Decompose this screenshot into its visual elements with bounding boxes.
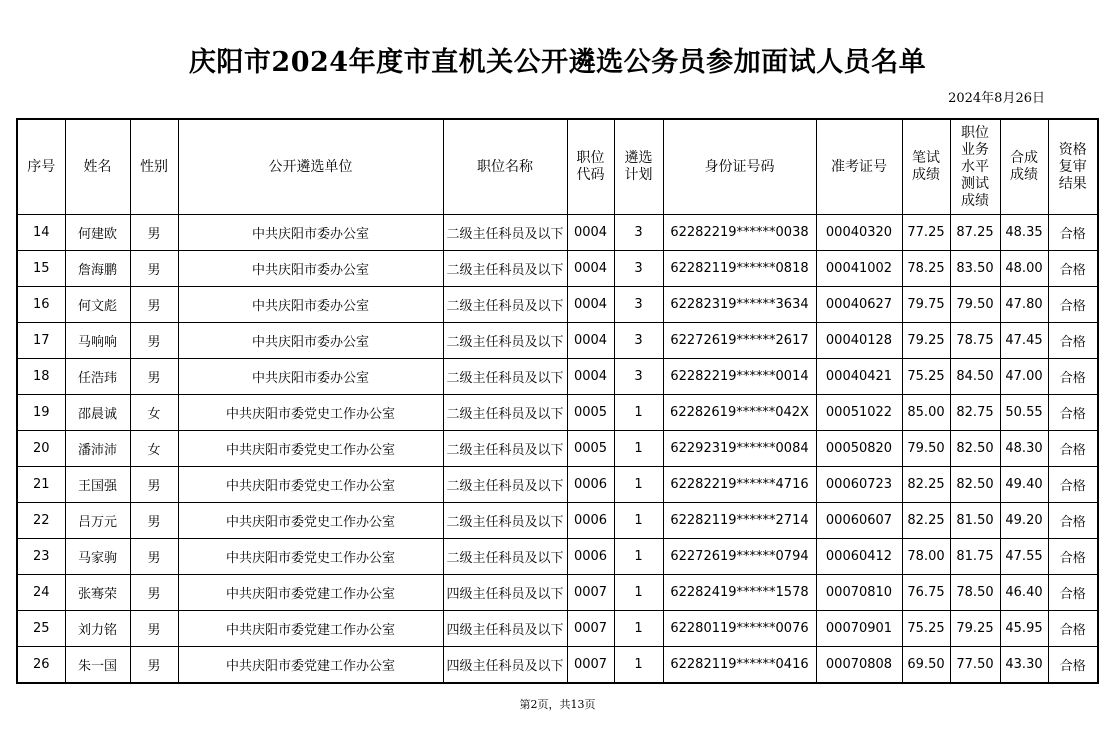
cell-written-score: 79.50 — [902, 431, 950, 467]
cell-exam-number: 00070808 — [816, 647, 902, 684]
cell-plan: 1 — [614, 503, 663, 539]
cell-written-score: 69.50 — [902, 647, 950, 684]
cell-exam-number: 00040128 — [816, 323, 902, 359]
cell-written-score: 76.75 — [902, 575, 950, 611]
cell-combined-score: 48.00 — [1000, 251, 1048, 287]
cell-review-result: 合格 — [1048, 431, 1098, 467]
table-body — [17, 215, 1098, 684]
cell-id-number: 62282219******0038 — [663, 215, 816, 251]
cell-unit: 中共庆阳市委办公室 — [178, 215, 443, 251]
cell-seq: 24 — [17, 575, 65, 611]
cell-unit: 中共庆阳市委党史工作办公室 — [178, 539, 443, 575]
cell-plan: 3 — [614, 287, 663, 323]
cell-id-number: 62272619******0794 — [663, 539, 816, 575]
cell-skill-score: 79.50 — [950, 287, 1000, 323]
document-date: 2024年8月26日 — [948, 91, 1045, 106]
cell-seq: 18 — [17, 359, 65, 395]
cell-skill-score: 83.50 — [950, 251, 1000, 287]
cell-unit: 中共庆阳市委党建工作办公室 — [178, 647, 443, 684]
cell-written-score: 77.25 — [902, 215, 950, 251]
cell-gender: 男 — [130, 575, 178, 611]
document-title: 庆阳市2024年度市直机关公开遴选公务员参加面试人员名单 — [188, 47, 927, 78]
cell-name: 何建欧 — [65, 215, 130, 251]
cell-unit: 中共庆阳市委党史工作办公室 — [178, 395, 443, 431]
cell-review-result: 合格 — [1048, 575, 1098, 611]
cell-seq: 17 — [17, 323, 65, 359]
table-row — [17, 359, 1098, 395]
header-written-score: 笔试成绩 — [902, 119, 950, 215]
cell-unit: 中共庆阳市委办公室 — [178, 251, 443, 287]
header-unit: 公开遴选单位 — [178, 119, 443, 215]
cell-name: 马家驹 — [65, 539, 130, 575]
cell-position: 二级主任科员及以下 — [443, 359, 567, 395]
cell-review-result: 合格 — [1048, 503, 1098, 539]
cell-combined-score: 49.40 — [1000, 467, 1048, 503]
cell-review-result: 合格 — [1048, 287, 1098, 323]
cell-combined-score: 47.80 — [1000, 287, 1048, 323]
cell-combined-score: 47.45 — [1000, 323, 1048, 359]
cell-plan: 1 — [614, 539, 663, 575]
cell-name: 何文彪 — [65, 287, 130, 323]
cell-combined-score: 47.55 — [1000, 539, 1048, 575]
cell-written-score: 79.75 — [902, 287, 950, 323]
cell-plan: 1 — [614, 647, 663, 684]
cell-skill-score: 84.50 — [950, 359, 1000, 395]
cell-written-score: 78.00 — [902, 539, 950, 575]
header-seq: 序号 — [17, 119, 65, 215]
cell-written-score: 82.25 — [902, 503, 950, 539]
cell-gender: 男 — [130, 611, 178, 647]
cell-name: 邵晨诚 — [65, 395, 130, 431]
cell-position: 二级主任科员及以下 — [443, 287, 567, 323]
table-row — [17, 539, 1098, 575]
table-row — [17, 215, 1098, 251]
cell-position: 二级主任科员及以下 — [443, 467, 567, 503]
cell-id-number: 62292319******0084 — [663, 431, 816, 467]
cell-position-code: 0004 — [567, 215, 614, 251]
cell-id-number: 62282119******0416 — [663, 647, 816, 684]
cell-plan: 1 — [614, 467, 663, 503]
cell-skill-score: 77.50 — [950, 647, 1000, 684]
table-row — [17, 395, 1098, 431]
cell-exam-number: 00070810 — [816, 575, 902, 611]
cell-position: 二级主任科员及以下 — [443, 431, 567, 467]
cell-name: 詹海鹏 — [65, 251, 130, 287]
cell-gender: 男 — [130, 539, 178, 575]
cell-review-result: 合格 — [1048, 539, 1098, 575]
cell-gender: 男 — [130, 647, 178, 684]
header-combined-score: 合成成绩 — [1000, 119, 1048, 215]
cell-seq: 22 — [17, 503, 65, 539]
cell-exam-number: 00060607 — [816, 503, 902, 539]
cell-unit: 中共庆阳市委办公室 — [178, 323, 443, 359]
cell-position: 四级主任科员及以下 — [443, 611, 567, 647]
cell-plan: 3 — [614, 215, 663, 251]
cell-combined-score: 46.40 — [1000, 575, 1048, 611]
cell-combined-score: 48.30 — [1000, 431, 1048, 467]
cell-review-result: 合格 — [1048, 323, 1098, 359]
cell-position-code: 0006 — [567, 503, 614, 539]
cell-plan: 1 — [614, 611, 663, 647]
cell-combined-score: 45.95 — [1000, 611, 1048, 647]
cell-seq: 21 — [17, 467, 65, 503]
cell-id-number: 62282219******4716 — [663, 467, 816, 503]
cell-id-number: 62282119******0818 — [663, 251, 816, 287]
cell-position-code: 0007 — [567, 647, 614, 684]
table-row — [17, 467, 1098, 503]
cell-skill-score: 78.50 — [950, 575, 1000, 611]
cell-name: 朱一国 — [65, 647, 130, 684]
cell-plan: 3 — [614, 323, 663, 359]
cell-plan: 3 — [614, 251, 663, 287]
cell-exam-number: 00050820 — [816, 431, 902, 467]
cell-name: 任浩玮 — [65, 359, 130, 395]
cell-position-code: 0004 — [567, 359, 614, 395]
cell-seq: 26 — [17, 647, 65, 684]
cell-unit: 中共庆阳市委党史工作办公室 — [178, 431, 443, 467]
cell-skill-score: 82.50 — [950, 431, 1000, 467]
cell-plan: 1 — [614, 431, 663, 467]
cell-id-number: 62282219******0014 — [663, 359, 816, 395]
cell-written-score: 75.25 — [902, 611, 950, 647]
cell-combined-score: 47.00 — [1000, 359, 1048, 395]
cell-written-score: 82.25 — [902, 467, 950, 503]
cell-review-result: 合格 — [1048, 251, 1098, 287]
cell-name: 马响响 — [65, 323, 130, 359]
cell-position: 二级主任科员及以下 — [443, 539, 567, 575]
cell-written-score: 75.25 — [902, 359, 950, 395]
cell-gender: 男 — [130, 359, 178, 395]
cell-skill-score: 79.25 — [950, 611, 1000, 647]
cell-seq: 23 — [17, 539, 65, 575]
cell-id-number: 62282619******042X — [663, 395, 816, 431]
cell-gender: 男 — [130, 323, 178, 359]
cell-seq: 15 — [17, 251, 65, 287]
cell-id-number: 62282119******2714 — [663, 503, 816, 539]
cell-review-result: 合格 — [1048, 359, 1098, 395]
cell-gender: 男 — [130, 215, 178, 251]
cell-gender: 女 — [130, 395, 178, 431]
header-position-code: 职位代码 — [567, 119, 614, 215]
cell-position-code: 0005 — [567, 431, 614, 467]
table-row — [17, 323, 1098, 359]
page-footer: 第2页，共13页 — [519, 698, 596, 711]
cell-id-number: 62282319******3634 — [663, 287, 816, 323]
cell-skill-score: 82.50 — [950, 467, 1000, 503]
header-plan: 遴选计划 — [614, 119, 663, 215]
cell-position: 四级主任科员及以下 — [443, 575, 567, 611]
cell-seq: 16 — [17, 287, 65, 323]
cell-skill-score: 81.50 — [950, 503, 1000, 539]
cell-seq: 19 — [17, 395, 65, 431]
cell-exam-number: 00051022 — [816, 395, 902, 431]
cell-position: 二级主任科员及以下 — [443, 323, 567, 359]
cell-unit: 中共庆阳市委党史工作办公室 — [178, 467, 443, 503]
cell-seq: 20 — [17, 431, 65, 467]
header-gender: 性别 — [130, 119, 178, 215]
cell-skill-score: 78.75 — [950, 323, 1000, 359]
cell-exam-number: 00070901 — [816, 611, 902, 647]
cell-combined-score: 48.35 — [1000, 215, 1048, 251]
cell-gender: 男 — [130, 467, 178, 503]
cell-plan: 1 — [614, 575, 663, 611]
cell-written-score: 85.00 — [902, 395, 950, 431]
header-row — [17, 119, 1098, 215]
cell-skill-score: 82.75 — [950, 395, 1000, 431]
cell-position-code: 0004 — [567, 287, 614, 323]
header-review-result: 资格复审结果 — [1048, 119, 1098, 215]
cell-exam-number: 00040627 — [816, 287, 902, 323]
table-row — [17, 287, 1098, 323]
header-skill-score: 职位业务水平测试成绩 — [950, 119, 1000, 215]
cell-written-score: 79.25 — [902, 323, 950, 359]
cell-name: 王国强 — [65, 467, 130, 503]
cell-position-code: 0006 — [567, 467, 614, 503]
cell-position: 二级主任科员及以下 — [443, 395, 567, 431]
table-row — [17, 431, 1098, 467]
cell-position-code: 0007 — [567, 575, 614, 611]
cell-gender: 女 — [130, 431, 178, 467]
cell-unit: 中共庆阳市委办公室 — [178, 359, 443, 395]
table-row — [17, 575, 1098, 611]
cell-position-code: 0004 — [567, 251, 614, 287]
cell-review-result: 合格 — [1048, 467, 1098, 503]
table-row — [17, 611, 1098, 647]
cell-id-number: 62282419******1578 — [663, 575, 816, 611]
cell-unit: 中共庆阳市委党建工作办公室 — [178, 575, 443, 611]
cell-position: 二级主任科员及以下 — [443, 215, 567, 251]
cell-position: 四级主任科员及以下 — [443, 647, 567, 684]
table-row — [17, 503, 1098, 539]
cell-exam-number: 00041002 — [816, 251, 902, 287]
cell-review-result: 合格 — [1048, 395, 1098, 431]
header-exam-number: 准考证号 — [816, 119, 902, 215]
cell-unit: 中共庆阳市委党建工作办公室 — [178, 611, 443, 647]
cell-position-code: 0004 — [567, 323, 614, 359]
cell-name: 刘力铭 — [65, 611, 130, 647]
cell-review-result: 合格 — [1048, 647, 1098, 684]
cell-gender: 男 — [130, 251, 178, 287]
cell-skill-score: 87.25 — [950, 215, 1000, 251]
cell-review-result: 合格 — [1048, 611, 1098, 647]
cell-gender: 男 — [130, 503, 178, 539]
cell-name: 张骞荣 — [65, 575, 130, 611]
cell-id-number: 62280119******0076 — [663, 611, 816, 647]
cell-plan: 3 — [614, 359, 663, 395]
cell-unit: 中共庆阳市委办公室 — [178, 287, 443, 323]
cell-position-code: 0006 — [567, 539, 614, 575]
cell-skill-score: 81.75 — [950, 539, 1000, 575]
cell-name: 吕万元 — [65, 503, 130, 539]
cell-exam-number: 00040421 — [816, 359, 902, 395]
cell-exam-number: 00060723 — [816, 467, 902, 503]
cell-position: 二级主任科员及以下 — [443, 503, 567, 539]
cell-position: 二级主任科员及以下 — [443, 251, 567, 287]
cell-combined-score: 49.20 — [1000, 503, 1048, 539]
cell-combined-score: 43.30 — [1000, 647, 1048, 684]
cell-exam-number: 00060412 — [816, 539, 902, 575]
cell-position-code: 0007 — [567, 611, 614, 647]
cell-position-code: 0005 — [567, 395, 614, 431]
cell-plan: 1 — [614, 395, 663, 431]
cell-unit: 中共庆阳市委党史工作办公室 — [178, 503, 443, 539]
cell-combined-score: 50.55 — [1000, 395, 1048, 431]
cell-seq: 14 — [17, 215, 65, 251]
cell-id-number: 62272619******2617 — [663, 323, 816, 359]
header-id-number: 身份证号码 — [663, 119, 816, 215]
cell-review-result: 合格 — [1048, 215, 1098, 251]
cell-exam-number: 00040320 — [816, 215, 902, 251]
cell-written-score: 78.25 — [902, 251, 950, 287]
header-position: 职位名称 — [443, 119, 567, 215]
table-row — [17, 251, 1098, 287]
table-row — [17, 647, 1098, 684]
header-name: 姓名 — [65, 119, 130, 215]
cell-gender: 男 — [130, 287, 178, 323]
cell-name: 潘沛沛 — [65, 431, 130, 467]
cell-seq: 25 — [17, 611, 65, 647]
candidate-table — [16, 118, 1099, 684]
